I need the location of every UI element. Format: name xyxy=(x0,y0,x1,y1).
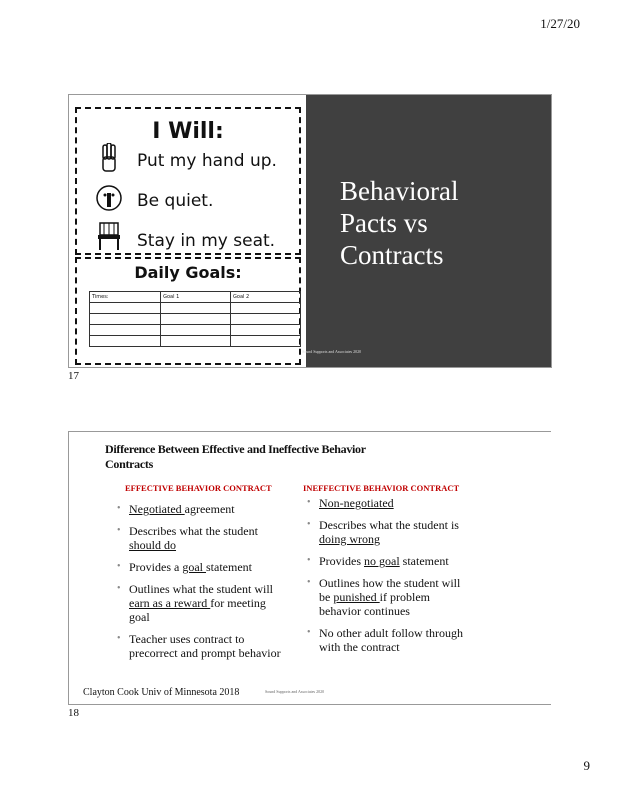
quiet-face-icon xyxy=(95,183,123,213)
goals-col-goal2: Goal 2 xyxy=(231,292,301,303)
slide-18-title xyxy=(105,442,366,472)
slide-18-footer-mid: Sound Supports and Associates 2020 xyxy=(265,689,325,694)
ineffective-item: • Non-negotiated xyxy=(307,496,467,510)
ineffective-item: • No other adult follow through with the contract xyxy=(307,626,467,654)
title-line-3: Contracts xyxy=(340,240,444,270)
slide-17-title xyxy=(340,175,458,271)
title-line-2: Pacts vs xyxy=(340,208,428,238)
slide-17-footer: Sound Supports and Associates 2020 xyxy=(302,349,362,354)
effective-item: • Negotiated agreement xyxy=(117,502,287,516)
i-will-row-2: Be quiet. xyxy=(137,191,214,211)
slide-18-title-line-1: Difference Between Effective and Ineffective Behavior xyxy=(105,442,366,456)
i-will-row-1: Put my hand up. xyxy=(137,151,277,171)
effective-item: • Outlines what the student will earn as a reward for meeting goal xyxy=(117,582,287,624)
raised-hand-icon xyxy=(95,143,123,173)
goals-col-times: Times: xyxy=(90,292,161,303)
slide-17 xyxy=(68,94,552,368)
page-number: 9 xyxy=(583,758,590,773)
slide-18-number: 18 xyxy=(68,707,79,719)
slide-18 xyxy=(68,431,551,705)
slide-18-title-line-2: Contracts xyxy=(105,457,153,471)
ineffective-heading: INEFFECTIVE BEHAVIOR CONTRACT xyxy=(303,483,460,493)
effective-list xyxy=(117,502,287,668)
ineffective-list xyxy=(307,496,467,662)
ineffective-item: • Describes what the student is doing wrong xyxy=(307,518,467,546)
effective-item: • Teacher uses contract to precorrect and prompt behavior xyxy=(117,632,287,660)
slide-17-number: 17 xyxy=(68,370,79,382)
effective-heading: EFFECTIVE BEHAVIOR CONTRACT xyxy=(125,483,272,493)
effective-item: • Provides a goal statement xyxy=(117,560,287,574)
daily-goals-box xyxy=(75,257,301,365)
goals-col-goal1: Goal 1 xyxy=(161,292,231,303)
ineffective-item: • Outlines how the student will be punished if problem behavior continues xyxy=(307,576,467,618)
i-will-heading: I Will: xyxy=(152,119,224,144)
slide-18-footer-credit: Clayton Cook Univ of Minnesota 2018 xyxy=(83,687,240,698)
daily-goals-heading: Daily Goals: xyxy=(134,263,242,282)
ineffective-item: • Provides no goal statement xyxy=(307,554,467,568)
daily-goals-table xyxy=(89,291,301,347)
date: 1/27/20 xyxy=(540,16,580,31)
chair-icon xyxy=(95,221,123,251)
effective-item: • Describes what the student should do xyxy=(117,524,287,552)
title-line-1: Behavioral xyxy=(340,176,459,206)
title-panel xyxy=(302,95,551,367)
i-will-row-3: Stay in my seat. xyxy=(137,231,276,251)
i-will-box xyxy=(75,107,301,255)
i-will-chart-image xyxy=(69,95,306,367)
